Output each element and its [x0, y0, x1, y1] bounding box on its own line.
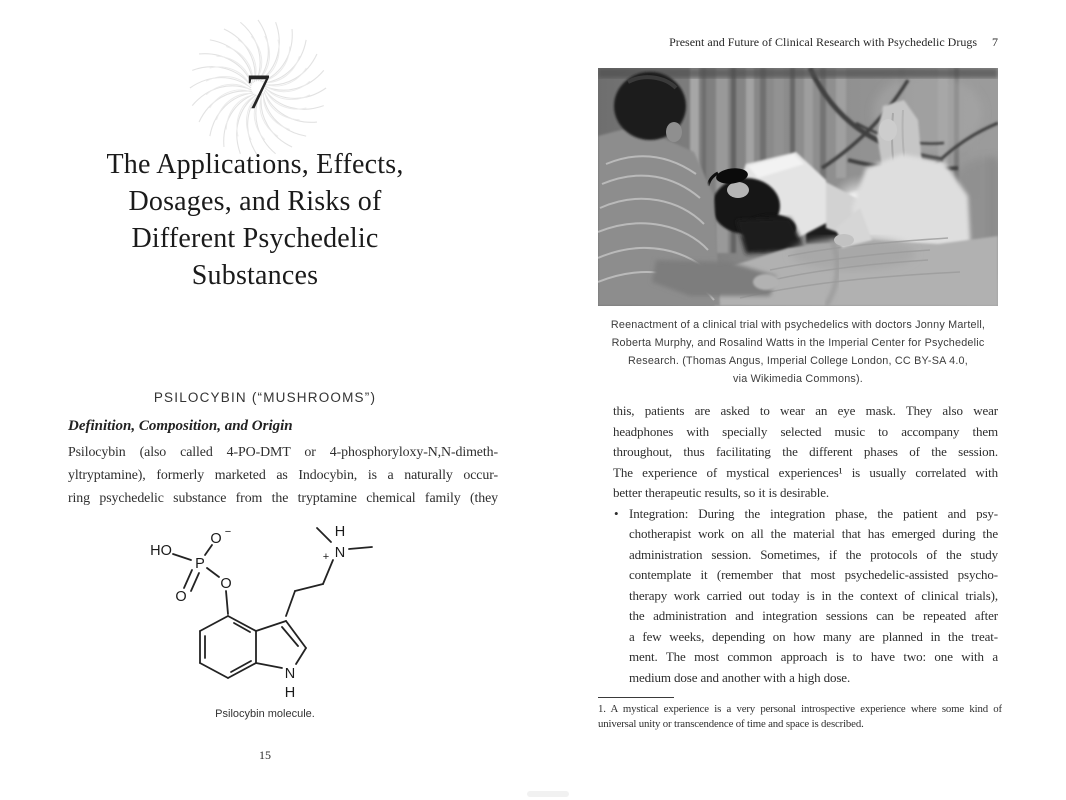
bullet-line: chotherapist work on all the material that has emerged during the	[629, 526, 998, 541]
body-text-right	[613, 401, 998, 688]
body-line: ring psychedelic substance from the tryptamine chemical family (they	[68, 491, 498, 506]
footnote-line: universal unity or transcendence of time and space is described.	[598, 718, 864, 730]
body-paragraph-left	[68, 441, 498, 510]
footnote-rule	[598, 697, 674, 698]
bullet-line: administration session. Sometimes, if the protocols of the study	[629, 546, 998, 562]
bullet-line: Integration: During the integration phase, the patient and psy-	[629, 505, 998, 521]
atom-label-h-ring: H	[284, 685, 296, 701]
chapter-title-line: Dosages, and Risks of	[128, 186, 382, 217]
chapter-number: 7	[245, 63, 271, 119]
atom-label-plus: +	[322, 551, 330, 563]
atom-label-o-double: O	[175, 589, 187, 605]
bullet-line: therapy work carried out today is in the context of clinical trials),	[629, 587, 998, 603]
clinical-trial-photo	[598, 68, 998, 306]
section-heading: PSILOCYBIN (“MUSHROOMS”)	[153, 390, 377, 405]
running-header-text: Present and Future of Clinical Research with Psychedelic Drugs	[669, 35, 977, 49]
atom-label-h-amine: H	[334, 524, 346, 540]
bullet-line: medium dose and another with a high dose.	[629, 669, 851, 685]
body-line: yltryptamine), formerly marketed as Indocybin, is a naturally occur-	[68, 468, 498, 483]
bullet-marker-icon: •	[614, 505, 619, 521]
chapter-title-line: The Applications, Effects,	[106, 149, 404, 180]
running-header-folio: 7	[992, 35, 998, 49]
atom-label-o-ester: O	[220, 576, 232, 592]
photo-caption	[583, 316, 1013, 388]
bottom-scroll-handle[interactable]	[527, 791, 569, 797]
subsection-heading: Definition, Composition, and Origin	[68, 418, 293, 434]
body-paragraph	[613, 401, 998, 504]
photo-caption-line: via Wikimedia Commons).	[733, 373, 863, 385]
atom-label-n-ring: N	[284, 666, 296, 682]
bullet-item-integration	[613, 504, 998, 689]
photo-caption-line: Reenactment of a clinical trial with psychedelics with doctors Jonny Martell,	[610, 319, 986, 331]
body-line: The experience of mystical experiences¹ is usually correlated with	[613, 464, 998, 480]
bullet-line: ment. The most common approach is to have two: one with a	[629, 649, 998, 664]
photo-caption-line: Roberta Murphy, and Rosalind Watts in the Imperial Center for Psychedelic	[611, 337, 985, 349]
body-line: throughout, thus facilitating the different phases of the session.	[613, 444, 998, 459]
psilocybin-structure-diagram	[118, 508, 438, 720]
bullet-line: contemplate it (remember that most psychedelic-assisted psycho-	[629, 567, 998, 582]
molecule-caption: Psilocybin molecule.	[215, 708, 315, 720]
atom-label-p: P	[195, 556, 205, 572]
atom-label-ho: HO	[150, 543, 172, 559]
photo-caption-line: Research. (Thomas Angus, Imperial College London, CC BY-SA 4.0,	[628, 355, 968, 367]
chapter-title-line: Substances	[191, 260, 319, 291]
clinical-trial-photo-art	[598, 68, 998, 306]
body-line: headphones with specially selected music to accompany them	[613, 423, 998, 439]
atom-label-n-amine: N	[334, 545, 346, 561]
footnote	[598, 702, 1002, 732]
bullet-line: the administration and integration sessions can be repeated after	[629, 608, 998, 623]
atom-label-minus: −	[224, 526, 232, 538]
chapter-title-line: Different Psychedelic	[131, 223, 379, 254]
body-line: this, patients are asked to wear an eye mask. They also wear	[613, 403, 998, 418]
body-line: better therapeutic results, so it is desirable.	[613, 485, 830, 500]
running-header	[669, 35, 998, 50]
page-number: 15	[259, 748, 271, 762]
atom-label-o-minus: O	[210, 531, 222, 547]
chapter-title	[57, 146, 453, 294]
footnote-line: 1. A mystical experience is a very personal introspective experience where some kind of	[598, 703, 1002, 715]
bullet-line: a few weeks, depending on how many are planned in the treat-	[629, 628, 998, 644]
body-line: Psilocybin (also called 4-PO-DMT or 4-phosphoryloxy-N,N-dimeth-	[68, 445, 498, 460]
